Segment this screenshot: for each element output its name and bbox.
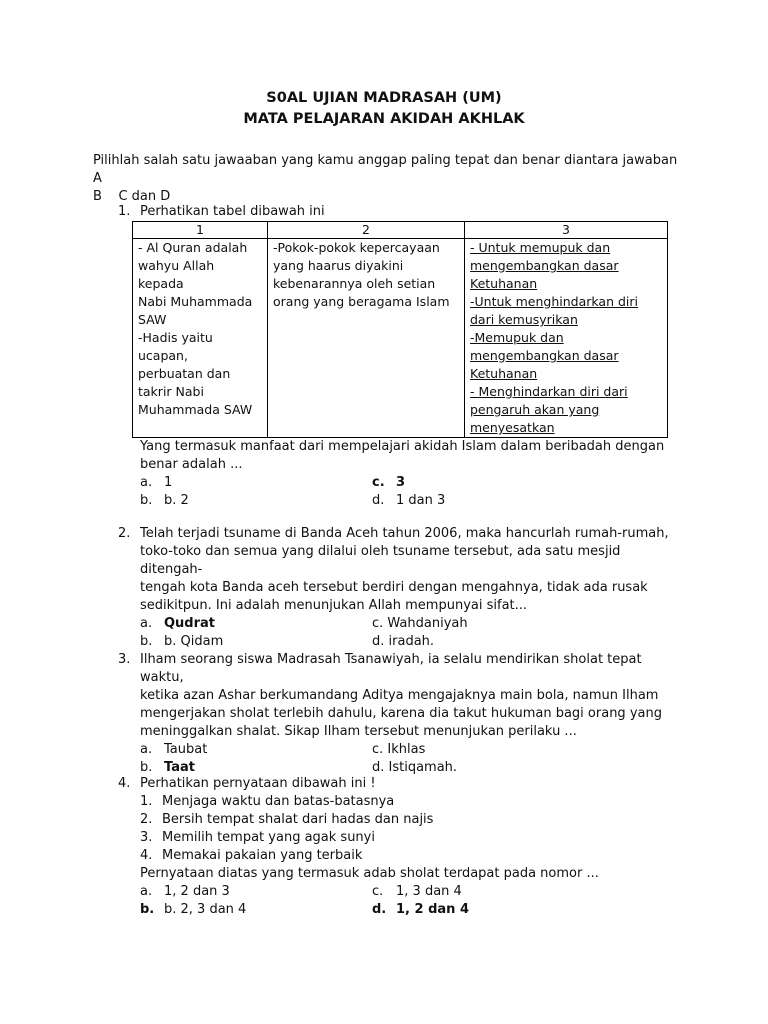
option-a[interactable] [140,615,215,633]
statement-number: 2. [140,812,153,827]
cell-line: kebenarannya oleh setian [273,276,436,291]
statement-number: 1. [140,794,153,809]
table-header: 1 [133,222,268,239]
table-row [133,239,668,438]
options-row [140,615,678,633]
statement-text: Memilih tempat yang agak sunyi [162,830,375,845]
cell-line: Nabi Muhammada [138,294,253,309]
question-text: sedikitpun. Ini adalah menunjukan Allah mempunyai sifat... [140,598,528,613]
option-d[interactable] [372,901,469,919]
options-row [140,492,678,510]
table-header-row [133,222,668,239]
option-text: 1 dan 3 [396,493,446,508]
question-stem: Yang termasuk manfaat dari mempelajari akidah Islam dalam beribadah dengan [140,439,665,454]
options-row [140,741,678,759]
cell-line: dari kemusyrikan [470,312,578,327]
option-text: Taat [164,760,195,775]
table-header: 2 [268,222,465,239]
option-label: a. [140,616,153,631]
statement-item [140,829,678,847]
cell-line: wahyu Allah kepada [138,258,215,291]
option-c[interactable] [372,883,462,901]
cell-line: - Untuk memupuk dan [470,240,611,255]
instruction-line: B C dan D [93,189,171,204]
option-text: Qudrat [164,616,216,631]
subject-title: MATA PELAJARAN AKIDAH AKHLAK [243,111,525,127]
question-number: 4. [118,776,131,791]
option-text: 3 [396,475,406,490]
question-text: meninggalkan shalat. Sikap Ilham tersebut menunjukan perilaku ... [140,724,577,739]
option-c[interactable]: c. Ikhlas [372,742,426,757]
cell-line: SAW [138,312,167,327]
question-stem: benar adalah ... [140,457,243,472]
options-row [140,901,678,919]
question-number: 2. [118,526,131,541]
question-number: 1. [118,204,131,219]
option-label: d. [372,493,385,508]
cell-line: takrir Nabi [138,384,204,399]
question-number: 3. [118,652,131,667]
option-label: b. [140,493,153,508]
option-a[interactable] [140,474,172,492]
cell-line: menyesatkan [470,420,555,435]
cell-line: -Pokok-pokok kepercayaan [273,240,440,255]
question-stem: Pernyataan diatas yang termasuk adab sholat terdapat pada nomor ... [140,866,599,881]
option-d[interactable]: d. Istiqamah. [372,760,458,775]
cell-line: orang yang beragama Islam [273,294,450,309]
statement-number: 4. [140,848,153,863]
option-label: c. [372,475,385,490]
statement-text: Bersih tempat shalat dari hadas dan najis [162,812,434,827]
cell-line: perbuatan dan [138,366,231,381]
question-text: Perhatikan pernyataan dibawah ini ! [140,776,376,791]
cell-line: pengaruh akan yang [470,402,600,417]
question-1 [118,203,678,510]
cell-line: mengembangkan dasar [470,348,619,363]
options-row [140,474,678,492]
option-label: a. [140,475,153,490]
statement-item [140,793,678,811]
question-3 [118,651,678,777]
table-cell [268,239,465,438]
option-c[interactable] [372,474,405,492]
question-text: toko-toko dan semua yang dilalui oleh tsuname tersebut, ada satu mesjid ditengah- [140,544,621,577]
statement-text: Memakai pakaian yang terbaik [162,848,363,863]
cell-line: Ketuhanan [470,366,538,381]
question-text: Perhatikan tabel dibawah ini [140,204,325,219]
option-text: 1, 3 dan 4 [396,884,462,899]
option-label: b. [140,634,153,649]
option-a[interactable] [140,741,207,759]
option-c[interactable]: c. Wahdaniyah [372,616,468,631]
instruction-line: Pilihlah salah satu jawaaban yang kamu anggap paling tepat dan benar diantara jawaban A [93,153,678,186]
cell-line: Muhammada SAW [138,402,253,417]
option-b[interactable] [140,492,189,510]
option-text: 1, 2 dan 3 [164,884,230,899]
question-text: mengerjakan sholat terlebih dahulu, karena dia takut hukuman bagi orang yang [140,706,662,721]
statement-text: Menjaga waktu dan batas-batasnya [162,794,395,809]
question-text: ketika azan Ashar berkumandang Aditya mengajaknya main bola, namun Ilham [140,688,659,703]
exam-title: S0AL UJIAN MADRASAH (UM) [266,90,502,106]
question-text: Ilham seorang siswa Madrasah Tsanawiyah, ia selalu mendirikan sholat tepat waktu, [140,652,642,685]
option-label: b. [140,760,153,775]
instructions [93,152,683,206]
option-text: Taubat [164,742,208,757]
options-row [140,883,678,901]
table-cell [465,239,668,438]
cell-line: - Al Quran adalah [138,240,248,255]
table-header: 3 [465,222,668,239]
question-2 [118,525,678,651]
statement-item [140,847,678,865]
cell-line: - Menghindarkan diri dari [470,384,628,399]
option-d[interactable] [372,492,445,510]
cell-line: Ketuhanan [470,276,538,291]
question-4 [118,775,678,919]
table-cell [133,239,268,438]
reference-table [132,221,668,438]
option-b[interactable] [140,901,246,919]
option-label: d. [372,902,387,917]
option-d[interactable]: d. iradah. [372,634,435,649]
options-row [140,633,678,651]
cell-line: -Memupuk dan [470,330,564,345]
cell-line: -Untuk menghindarkan diri [470,294,638,309]
option-label: c. [372,884,384,899]
question-text: Telah terjadi tsuname di Banda Aceh tahun 2006, maka hancurlah rumah-rumah, [140,526,669,541]
cell-line: mengembangkan dasar [470,258,619,273]
option-text: 1 [164,475,173,490]
option-text: b. Qidam [164,634,224,649]
option-a[interactable] [140,883,230,901]
option-text: 1, 2 dan 4 [396,902,469,917]
question-text: tengah kota Banda aceh tersebut berdiri dengan mengahnya, tidak ada rusak [140,580,648,595]
option-label: a. [140,742,153,757]
option-text: b. 2, 3 dan 4 [164,902,247,917]
statement-number: 3. [140,830,153,845]
option-label: a. [140,884,153,899]
option-label: b. [140,902,155,917]
cell-line: -Hadis yaitu ucapan, [138,330,213,363]
statement-item [140,811,678,829]
cell-line: yang haarus diyakini [273,258,404,273]
option-b[interactable] [140,633,223,651]
option-text: b. 2 [164,493,189,508]
